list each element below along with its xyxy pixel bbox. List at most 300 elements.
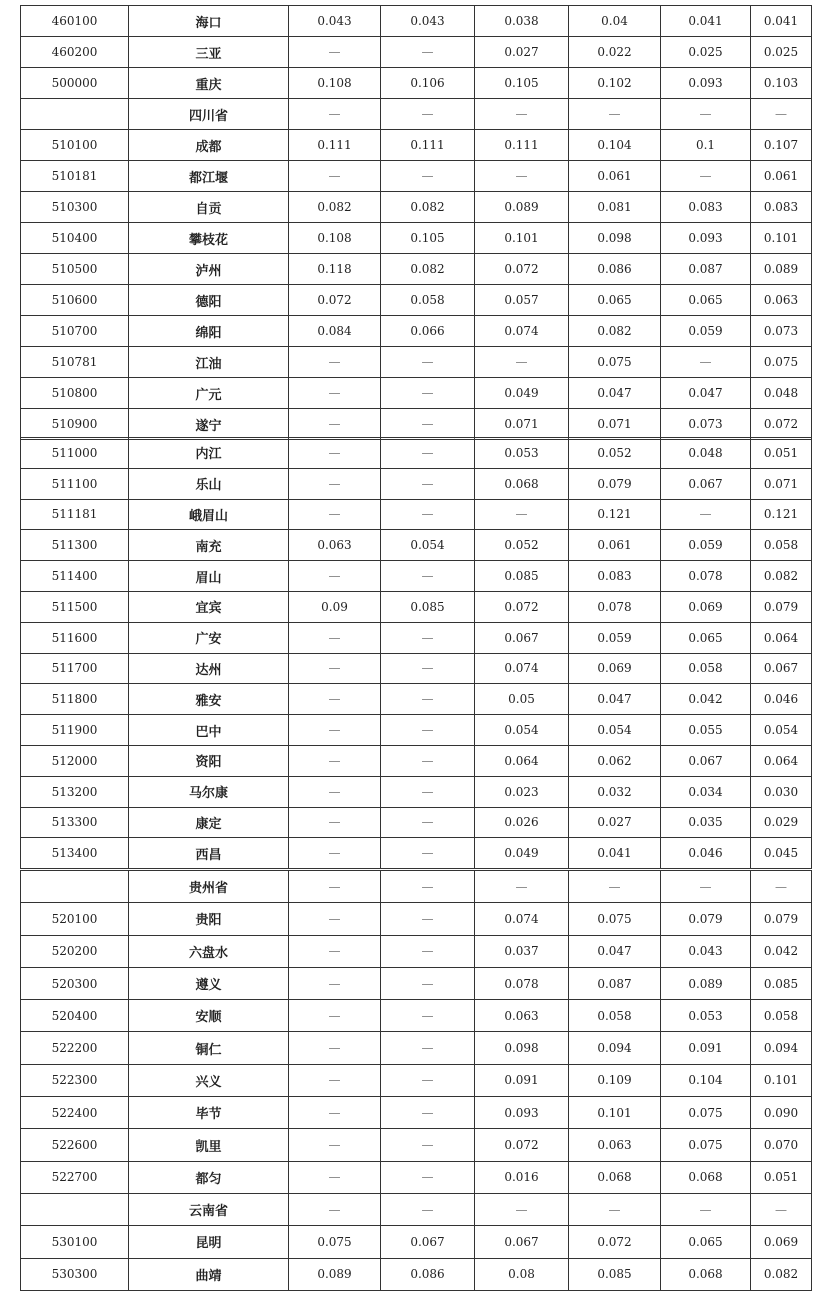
- value-cell: —: [381, 807, 475, 838]
- city-name-cell: 铜仁: [129, 1032, 289, 1064]
- value-cell: 0.09: [289, 591, 381, 622]
- table-row: [21, 745, 812, 776]
- table-row: [21, 653, 812, 684]
- region-code-cell: 522300: [21, 1064, 129, 1096]
- value-cell: —: [751, 871, 812, 903]
- value-cell: —: [661, 99, 751, 130]
- value-cell: —: [381, 903, 475, 935]
- region-code-cell: 520200: [21, 935, 129, 967]
- region-code-cell: 510900: [21, 409, 129, 440]
- region-code-cell: 511700: [21, 653, 129, 684]
- value-cell: —: [289, 1161, 381, 1193]
- region-code-cell: 460200: [21, 37, 129, 68]
- city-name-cell: 攀枝花: [129, 223, 289, 254]
- value-cell: 0.029: [751, 807, 812, 838]
- value-cell: 0.043: [381, 6, 475, 37]
- table-row: [21, 715, 812, 746]
- value-cell: 0.04: [569, 6, 661, 37]
- region-code-cell: 511500: [21, 591, 129, 622]
- table-row: [21, 1258, 812, 1290]
- city-name-cell: 康定: [129, 807, 289, 838]
- value-cell: —: [381, 561, 475, 592]
- value-cell: 0.082: [569, 316, 661, 347]
- value-cell: —: [289, 378, 381, 409]
- city-name-cell: 巴中: [129, 715, 289, 746]
- value-cell: 0.054: [475, 715, 569, 746]
- value-cell: —: [751, 99, 812, 130]
- value-cell: 0.051: [751, 1161, 812, 1193]
- value-cell: 0.118: [289, 254, 381, 285]
- value-cell: —: [289, 684, 381, 715]
- city-name-cell: 宜宾: [129, 591, 289, 622]
- value-cell: 0.064: [751, 622, 812, 653]
- region-code-cell: 511300: [21, 530, 129, 561]
- value-cell: —: [381, 1193, 475, 1225]
- value-cell: —: [661, 499, 751, 530]
- value-cell: 0.054: [751, 715, 812, 746]
- value-cell: 0.069: [661, 591, 751, 622]
- region-code-cell: 510300: [21, 192, 129, 223]
- value-cell: —: [661, 161, 751, 192]
- region-code-cell: 522200: [21, 1032, 129, 1064]
- table-row: [21, 316, 812, 347]
- value-cell: 0.037: [475, 935, 569, 967]
- value-cell: 0.035: [661, 807, 751, 838]
- region-code-cell: [21, 1193, 129, 1225]
- region-code-cell: 520300: [21, 967, 129, 999]
- value-cell: 0.016: [475, 1161, 569, 1193]
- value-cell: 0.101: [475, 223, 569, 254]
- region-code-cell: 522700: [21, 1161, 129, 1193]
- value-cell: 0.049: [475, 838, 569, 869]
- city-name-cell: 内江: [129, 438, 289, 469]
- value-cell: 0.022: [569, 37, 661, 68]
- value-cell: 0.068: [475, 468, 569, 499]
- value-cell: —: [289, 37, 381, 68]
- value-cell: —: [289, 1097, 381, 1129]
- table-block-2: [20, 437, 812, 869]
- value-cell: 0.066: [381, 316, 475, 347]
- value-cell: 0.098: [569, 223, 661, 254]
- value-cell: 0.070: [751, 1129, 812, 1161]
- value-cell: —: [289, 935, 381, 967]
- value-cell: 0.023: [475, 776, 569, 807]
- city-name-cell: 六盘水: [129, 935, 289, 967]
- value-cell: —: [381, 1129, 475, 1161]
- city-name-cell: 安顺: [129, 1000, 289, 1032]
- value-cell: —: [289, 1193, 381, 1225]
- city-name-cell: 都江堰: [129, 161, 289, 192]
- value-cell: 0.094: [751, 1032, 812, 1064]
- region-code-cell: 511100: [21, 468, 129, 499]
- table-row: [21, 223, 812, 254]
- value-cell: 0.078: [569, 591, 661, 622]
- value-cell: 0.025: [661, 37, 751, 68]
- value-cell: —: [381, 37, 475, 68]
- value-cell: 0.055: [661, 715, 751, 746]
- value-cell: 0.111: [289, 130, 381, 161]
- value-cell: 0.052: [475, 530, 569, 561]
- value-cell: 0.058: [751, 1000, 812, 1032]
- region-code-cell: 500000: [21, 68, 129, 99]
- value-cell: 0.090: [751, 1097, 812, 1129]
- table-row: [21, 1226, 812, 1258]
- value-cell: 0.086: [569, 254, 661, 285]
- value-cell: —: [381, 653, 475, 684]
- value-cell: —: [289, 653, 381, 684]
- value-cell: —: [289, 1129, 381, 1161]
- table-row: [21, 1097, 812, 1129]
- region-code-cell: 511181: [21, 499, 129, 530]
- city-name-cell: 贵阳: [129, 903, 289, 935]
- value-cell: 0.053: [661, 1000, 751, 1032]
- value-cell: 0.047: [569, 935, 661, 967]
- value-cell: 0.042: [661, 684, 751, 715]
- value-cell: —: [289, 468, 381, 499]
- value-cell: 0.085: [475, 561, 569, 592]
- region-code-cell: 460100: [21, 6, 129, 37]
- value-cell: 0.093: [661, 68, 751, 99]
- value-cell: —: [381, 1161, 475, 1193]
- table-row: [21, 1129, 812, 1161]
- value-cell: 0.079: [569, 468, 661, 499]
- value-cell: 0.101: [751, 223, 812, 254]
- table-row: [21, 161, 812, 192]
- city-name-cell: 峨眉山: [129, 499, 289, 530]
- city-name-cell: 西昌: [129, 838, 289, 869]
- value-cell: —: [661, 1193, 751, 1225]
- value-cell: —: [475, 499, 569, 530]
- value-cell: 0.075: [751, 347, 812, 378]
- value-cell: —: [475, 871, 569, 903]
- value-cell: 0.074: [475, 903, 569, 935]
- value-cell: 0.083: [569, 561, 661, 592]
- value-cell: 0.05: [475, 684, 569, 715]
- table-row: [21, 409, 812, 440]
- value-cell: 0.105: [381, 223, 475, 254]
- value-cell: 0.089: [661, 967, 751, 999]
- city-name-cell: 都匀: [129, 1161, 289, 1193]
- table-block-1: [20, 5, 812, 440]
- value-cell: 0.104: [661, 1064, 751, 1096]
- value-cell: —: [381, 745, 475, 776]
- region-code-cell: 511600: [21, 622, 129, 653]
- region-code-cell: 511800: [21, 684, 129, 715]
- value-cell: 0.075: [569, 903, 661, 935]
- table-row: [21, 871, 812, 903]
- value-cell: 0.069: [569, 653, 661, 684]
- value-cell: 0.053: [475, 438, 569, 469]
- value-cell: 0.075: [289, 1226, 381, 1258]
- value-cell: —: [289, 161, 381, 192]
- table-row: [21, 1064, 812, 1096]
- value-cell: —: [289, 1000, 381, 1032]
- value-cell: 0.102: [569, 68, 661, 99]
- city-name-cell: 兴义: [129, 1064, 289, 1096]
- value-cell: —: [381, 409, 475, 440]
- table-row: [21, 591, 812, 622]
- table-row: [21, 1032, 812, 1064]
- table-row: [21, 935, 812, 967]
- value-cell: —: [289, 1032, 381, 1064]
- value-cell: 0.082: [381, 192, 475, 223]
- region-code-cell: 510600: [21, 285, 129, 316]
- value-cell: 0.075: [661, 1129, 751, 1161]
- city-name-cell: 凯里: [129, 1129, 289, 1161]
- table-row: [21, 192, 812, 223]
- value-cell: —: [661, 347, 751, 378]
- region-code-cell: 510700: [21, 316, 129, 347]
- value-cell: 0.048: [751, 378, 812, 409]
- value-cell: —: [569, 99, 661, 130]
- value-cell: 0.091: [661, 1032, 751, 1064]
- value-cell: —: [289, 1064, 381, 1096]
- value-cell: 0.089: [475, 192, 569, 223]
- value-cell: 0.079: [661, 903, 751, 935]
- value-cell: 0.071: [475, 409, 569, 440]
- city-name-cell: 遂宁: [129, 409, 289, 440]
- table-row: [21, 622, 812, 653]
- value-cell: 0.058: [751, 530, 812, 561]
- value-cell: 0.082: [751, 561, 812, 592]
- city-name-cell: 贵州省: [129, 871, 289, 903]
- value-cell: 0.083: [751, 192, 812, 223]
- value-cell: 0.052: [569, 438, 661, 469]
- value-cell: 0.078: [475, 967, 569, 999]
- value-cell: 0.047: [569, 378, 661, 409]
- value-cell: 0.109: [569, 1064, 661, 1096]
- value-cell: 0.111: [475, 130, 569, 161]
- city-name-cell: 眉山: [129, 561, 289, 592]
- value-cell: 0.067: [661, 468, 751, 499]
- table-row: [21, 130, 812, 161]
- city-name-cell: 成都: [129, 130, 289, 161]
- region-code-cell: [21, 99, 129, 130]
- value-cell: 0.1: [661, 130, 751, 161]
- value-cell: 0.108: [289, 68, 381, 99]
- city-name-cell: 达州: [129, 653, 289, 684]
- city-name-cell: 德阳: [129, 285, 289, 316]
- city-name-cell: 三亚: [129, 37, 289, 68]
- value-cell: 0.034: [661, 776, 751, 807]
- value-cell: 0.063: [289, 530, 381, 561]
- city-name-cell: 曲靖: [129, 1258, 289, 1290]
- table-row: [21, 254, 812, 285]
- value-cell: 0.063: [475, 1000, 569, 1032]
- value-cell: 0.106: [381, 68, 475, 99]
- table-row: [21, 684, 812, 715]
- value-cell: 0.063: [569, 1129, 661, 1161]
- value-cell: 0.065: [661, 285, 751, 316]
- region-code-cell: 520400: [21, 1000, 129, 1032]
- region-code-cell: 520100: [21, 903, 129, 935]
- region-code-cell: 510500: [21, 254, 129, 285]
- value-cell: 0.104: [569, 130, 661, 161]
- value-cell: 0.074: [475, 653, 569, 684]
- value-cell: 0.082: [289, 192, 381, 223]
- value-cell: 0.094: [569, 1032, 661, 1064]
- city-name-cell: 广元: [129, 378, 289, 409]
- value-cell: 0.082: [751, 1258, 812, 1290]
- table-row: [21, 438, 812, 469]
- value-cell: 0.073: [751, 316, 812, 347]
- city-name-cell: 海口: [129, 6, 289, 37]
- value-cell: 0.027: [569, 807, 661, 838]
- value-cell: 0.067: [661, 745, 751, 776]
- table-block-3: [20, 870, 812, 1291]
- city-name-cell: 自贡: [129, 192, 289, 223]
- value-cell: —: [289, 499, 381, 530]
- value-cell: —: [475, 1193, 569, 1225]
- value-cell: —: [381, 468, 475, 499]
- value-cell: 0.059: [569, 622, 661, 653]
- value-cell: —: [289, 409, 381, 440]
- value-cell: —: [381, 1032, 475, 1064]
- value-cell: —: [381, 438, 475, 469]
- value-cell: 0.071: [569, 409, 661, 440]
- city-name-cell: 南充: [129, 530, 289, 561]
- value-cell: 0.067: [475, 622, 569, 653]
- value-cell: —: [289, 561, 381, 592]
- value-cell: 0.085: [569, 1258, 661, 1290]
- value-cell: 0.101: [751, 1064, 812, 1096]
- city-name-cell: 重庆: [129, 68, 289, 99]
- value-cell: 0.073: [661, 409, 751, 440]
- value-cell: —: [381, 161, 475, 192]
- value-cell: 0.075: [661, 1097, 751, 1129]
- value-cell: 0.026: [475, 807, 569, 838]
- value-cell: —: [381, 1097, 475, 1129]
- value-cell: —: [569, 871, 661, 903]
- table-row: [21, 903, 812, 935]
- table-row: [21, 99, 812, 130]
- value-cell: —: [289, 871, 381, 903]
- value-cell: 0.054: [569, 715, 661, 746]
- value-cell: —: [289, 745, 381, 776]
- table-row: [21, 68, 812, 99]
- value-cell: 0.061: [569, 530, 661, 561]
- value-cell: —: [475, 347, 569, 378]
- value-cell: 0.098: [475, 1032, 569, 1064]
- value-cell: —: [289, 903, 381, 935]
- value-cell: —: [475, 161, 569, 192]
- value-cell: 0.059: [661, 316, 751, 347]
- city-name-cell: 遵义: [129, 967, 289, 999]
- region-code-cell: 511400: [21, 561, 129, 592]
- value-cell: 0.061: [569, 161, 661, 192]
- value-cell: 0.079: [751, 903, 812, 935]
- value-cell: 0.068: [661, 1161, 751, 1193]
- value-cell: 0.068: [569, 1161, 661, 1193]
- value-cell: 0.042: [751, 935, 812, 967]
- value-cell: 0.027: [475, 37, 569, 68]
- value-cell: —: [381, 378, 475, 409]
- value-cell: 0.062: [569, 745, 661, 776]
- value-cell: 0.059: [661, 530, 751, 561]
- table-row: [21, 378, 812, 409]
- value-cell: —: [289, 967, 381, 999]
- value-cell: 0.047: [661, 378, 751, 409]
- value-cell: —: [751, 1193, 812, 1225]
- table-row: [21, 468, 812, 499]
- value-cell: 0.105: [475, 68, 569, 99]
- region-code-cell: 530300: [21, 1258, 129, 1290]
- value-cell: —: [381, 1064, 475, 1096]
- value-cell: 0.025: [751, 37, 812, 68]
- table-row: [21, 1000, 812, 1032]
- table-row: [21, 499, 812, 530]
- value-cell: —: [381, 1000, 475, 1032]
- table-row: [21, 37, 812, 68]
- value-cell: —: [289, 347, 381, 378]
- region-code-cell: 511900: [21, 715, 129, 746]
- value-cell: 0.072: [475, 591, 569, 622]
- table-row: [21, 967, 812, 999]
- table-row: [21, 807, 812, 838]
- table-row: [21, 838, 812, 869]
- value-cell: 0.058: [569, 1000, 661, 1032]
- value-cell: 0.069: [751, 1226, 812, 1258]
- value-cell: 0.064: [751, 745, 812, 776]
- city-name-cell: 乐山: [129, 468, 289, 499]
- value-cell: 0.067: [475, 1226, 569, 1258]
- value-cell: 0.046: [751, 684, 812, 715]
- value-cell: 0.065: [661, 1226, 751, 1258]
- value-cell: 0.057: [475, 285, 569, 316]
- value-cell: 0.043: [661, 935, 751, 967]
- table-row: [21, 285, 812, 316]
- value-cell: 0.054: [381, 530, 475, 561]
- value-cell: 0.068: [661, 1258, 751, 1290]
- value-cell: 0.111: [381, 130, 475, 161]
- value-cell: 0.065: [569, 285, 661, 316]
- value-cell: 0.089: [751, 254, 812, 285]
- region-code-cell: 512000: [21, 745, 129, 776]
- value-cell: —: [289, 438, 381, 469]
- value-cell: 0.087: [661, 254, 751, 285]
- value-cell: 0.072: [475, 254, 569, 285]
- value-cell: 0.041: [751, 6, 812, 37]
- value-cell: 0.047: [569, 684, 661, 715]
- value-cell: 0.121: [569, 499, 661, 530]
- region-code-cell: 530100: [21, 1226, 129, 1258]
- region-code-cell: 510100: [21, 130, 129, 161]
- region-code-cell: 510400: [21, 223, 129, 254]
- value-cell: 0.043: [289, 6, 381, 37]
- value-cell: 0.084: [289, 316, 381, 347]
- value-cell: 0.058: [381, 285, 475, 316]
- value-cell: —: [569, 1193, 661, 1225]
- value-cell: 0.089: [289, 1258, 381, 1290]
- value-cell: 0.078: [661, 561, 751, 592]
- value-cell: 0.067: [751, 653, 812, 684]
- value-cell: —: [381, 838, 475, 869]
- value-cell: 0.101: [569, 1097, 661, 1129]
- value-cell: 0.072: [569, 1226, 661, 1258]
- value-cell: 0.085: [381, 591, 475, 622]
- value-cell: 0.08: [475, 1258, 569, 1290]
- city-name-cell: 云南省: [129, 1193, 289, 1225]
- value-cell: 0.091: [475, 1064, 569, 1096]
- value-cell: 0.103: [751, 68, 812, 99]
- value-cell: —: [289, 838, 381, 869]
- region-code-cell: 513200: [21, 776, 129, 807]
- city-name-cell: 昆明: [129, 1226, 289, 1258]
- value-cell: 0.063: [751, 285, 812, 316]
- value-cell: 0.065: [661, 622, 751, 653]
- city-name-cell: 绵阳: [129, 316, 289, 347]
- city-name-cell: 雅安: [129, 684, 289, 715]
